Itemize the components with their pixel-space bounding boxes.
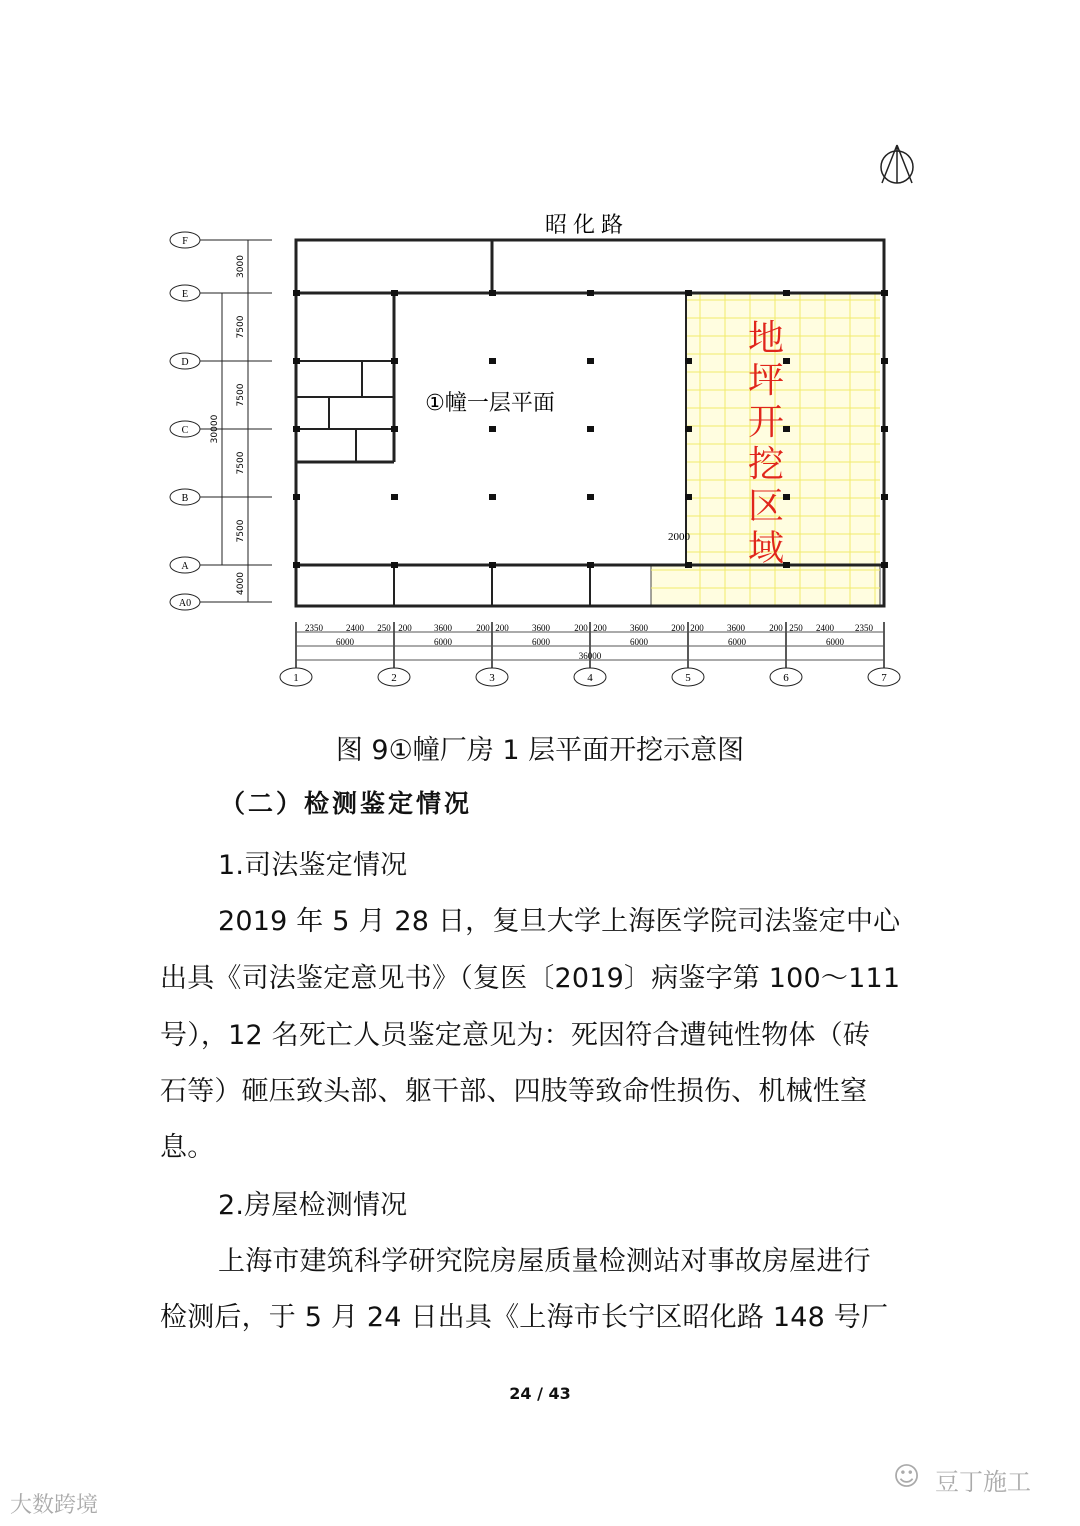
body-line: 出具《司法鉴定意见书》（复医〔2019〕病鉴字第 100～111 [160, 963, 901, 994]
floor-plan-diagram [0, 0, 1080, 720]
body-line: 1.司法鉴定情况 [218, 850, 408, 881]
column-marker [391, 290, 398, 296]
excavation-char: 域 [747, 528, 785, 569]
col-sub-dimension: 2400 [816, 623, 834, 633]
row-axis-label: A [181, 561, 189, 572]
col-sub-dimension: 2350 [855, 623, 873, 633]
col-axis-label: 3 [489, 672, 495, 684]
excavation-char: 开 [747, 402, 785, 443]
col-sub-dimension: 3600 [630, 623, 648, 633]
excavation-label [748, 318, 784, 569]
row-dimension: 7500 [236, 383, 246, 407]
col-sub-dimension: 200 [769, 623, 783, 633]
col-sub-dimension: 3600 [727, 623, 745, 633]
column-marker [391, 358, 398, 364]
column-marker [587, 562, 594, 568]
column-marker [293, 562, 300, 568]
body-line: 石等）砸压致头部、躯干部、四肢等致命性损伤、机械性窒 [160, 1076, 868, 1107]
column-marker [587, 494, 594, 500]
row-dimension: 3000 [236, 255, 246, 278]
col-axis-label: 2 [391, 672, 397, 684]
col-sub-dimension: 200 [593, 623, 607, 633]
column-marker [881, 426, 888, 432]
col-sub-dimension: 200 [690, 623, 704, 633]
column-marker [587, 358, 594, 364]
col-sub-dimension: 250 [377, 623, 391, 633]
north-arrow-icon [881, 145, 913, 183]
dimension-2000: 2000 [668, 531, 690, 543]
column-marker [783, 494, 790, 500]
col-sub-dimension: 200 [574, 623, 588, 633]
column-marker [391, 562, 398, 568]
wechat-icon: ☺ [893, 1462, 921, 1492]
column-marker [783, 426, 790, 432]
column-marker [587, 426, 594, 432]
col-sub-dimension: 200 [398, 623, 412, 633]
body-line: 2.房屋检测情况 [218, 1190, 408, 1221]
excavation-char: 区 [747, 486, 785, 527]
col-sub-dimension: 3600 [532, 623, 550, 633]
column-marker [685, 358, 692, 364]
column-marker [783, 290, 790, 296]
column-marker [881, 358, 888, 364]
col-dimension: 6000 [728, 637, 746, 647]
row-axis-label: A0 [178, 598, 192, 609]
figure-caption: 图 9①幢厂房 1 层平面开挖示意图 [335, 735, 745, 766]
row-axis-label: C [181, 425, 189, 436]
row-axis-label: D [181, 357, 189, 368]
column-marker [685, 426, 692, 432]
col-axis-label: 7 [881, 672, 887, 684]
page-number: 24 / 43 [509, 1384, 571, 1403]
col-sub-dimension: 2400 [346, 623, 364, 633]
row-dimension: 7500 [236, 519, 246, 543]
column-marker [489, 426, 496, 432]
column-marker [391, 426, 398, 432]
col-sub-dimension: 250 [789, 623, 803, 633]
column-marker [881, 562, 888, 568]
column-marker [685, 562, 692, 568]
col-dimension: 6000 [434, 637, 452, 647]
col-dimension: 6000 [336, 637, 354, 647]
excavation-char: 坪 [747, 360, 785, 401]
col-sub-dimension: 200 [495, 623, 509, 633]
col-dimension: 6000 [630, 637, 648, 647]
column-marker [489, 358, 496, 364]
column-marker [783, 358, 790, 364]
column-marker [685, 494, 692, 500]
column-marker [587, 290, 594, 296]
excavation-char: 地 [747, 318, 785, 359]
excavation-fill [651, 565, 880, 605]
column-marker [489, 494, 496, 500]
body-line: 号），12 名死亡人员鉴定意见为：死因符合遭钝性物体（砖 [160, 1020, 871, 1051]
watermark-left: 大数跨境 [10, 1493, 99, 1518]
row-dimension: 7500 [236, 451, 246, 475]
column-marker [293, 290, 300, 296]
column-marker [391, 494, 398, 500]
row-axis-label: E [181, 289, 189, 300]
column-marker [881, 494, 888, 500]
row-axis-label: F [182, 236, 188, 247]
col-axis-label: 6 [783, 672, 789, 684]
body-line: 息。 [160, 1132, 215, 1163]
column-marker [685, 290, 692, 296]
building-label: ①幢一层平面 [425, 391, 555, 416]
col-axis-label: 1 [293, 672, 299, 684]
col-axis-label: 5 [685, 672, 691, 684]
column-marker [293, 358, 300, 364]
column-marker [293, 426, 300, 432]
col-sub-dimension: 2350 [305, 623, 323, 633]
column-marker [489, 290, 496, 296]
body-line: 上海市建筑科学研究院房屋质量检测站对事故房屋进行 [218, 1246, 871, 1277]
col-total-dimension: 36000 [578, 651, 602, 661]
watermark-right: 豆丁施工 [935, 1468, 1031, 1496]
row-axis-label: B [181, 493, 189, 504]
row-dimension: 4000 [236, 572, 246, 595]
body-line: 2019 年 5 月 28 日，复旦大学上海医学院司法鉴定中心 [218, 906, 901, 937]
road-label: 昭化路 [544, 213, 630, 238]
column-marker [293, 494, 300, 500]
col-axis-label: 4 [587, 672, 593, 684]
col-sub-dimension: 3600 [434, 623, 452, 633]
excavation-char: 挖 [747, 444, 785, 485]
body-line: 检测后，于 5 月 24 日出具《上海市长宁区昭化路 148 号厂 [160, 1302, 889, 1333]
column-marker [783, 562, 790, 568]
row-total-dimension: 30000 [210, 414, 220, 444]
col-dimension: 6000 [532, 637, 550, 647]
row-dimension: 7500 [236, 315, 246, 339]
column-marker [881, 290, 888, 296]
col-sub-dimension: 200 [476, 623, 490, 633]
section-heading: （二）检测鉴定情况 [220, 789, 473, 818]
col-sub-dimension: 200 [671, 623, 685, 633]
column-marker [489, 562, 496, 568]
col-dimension: 6000 [826, 637, 844, 647]
